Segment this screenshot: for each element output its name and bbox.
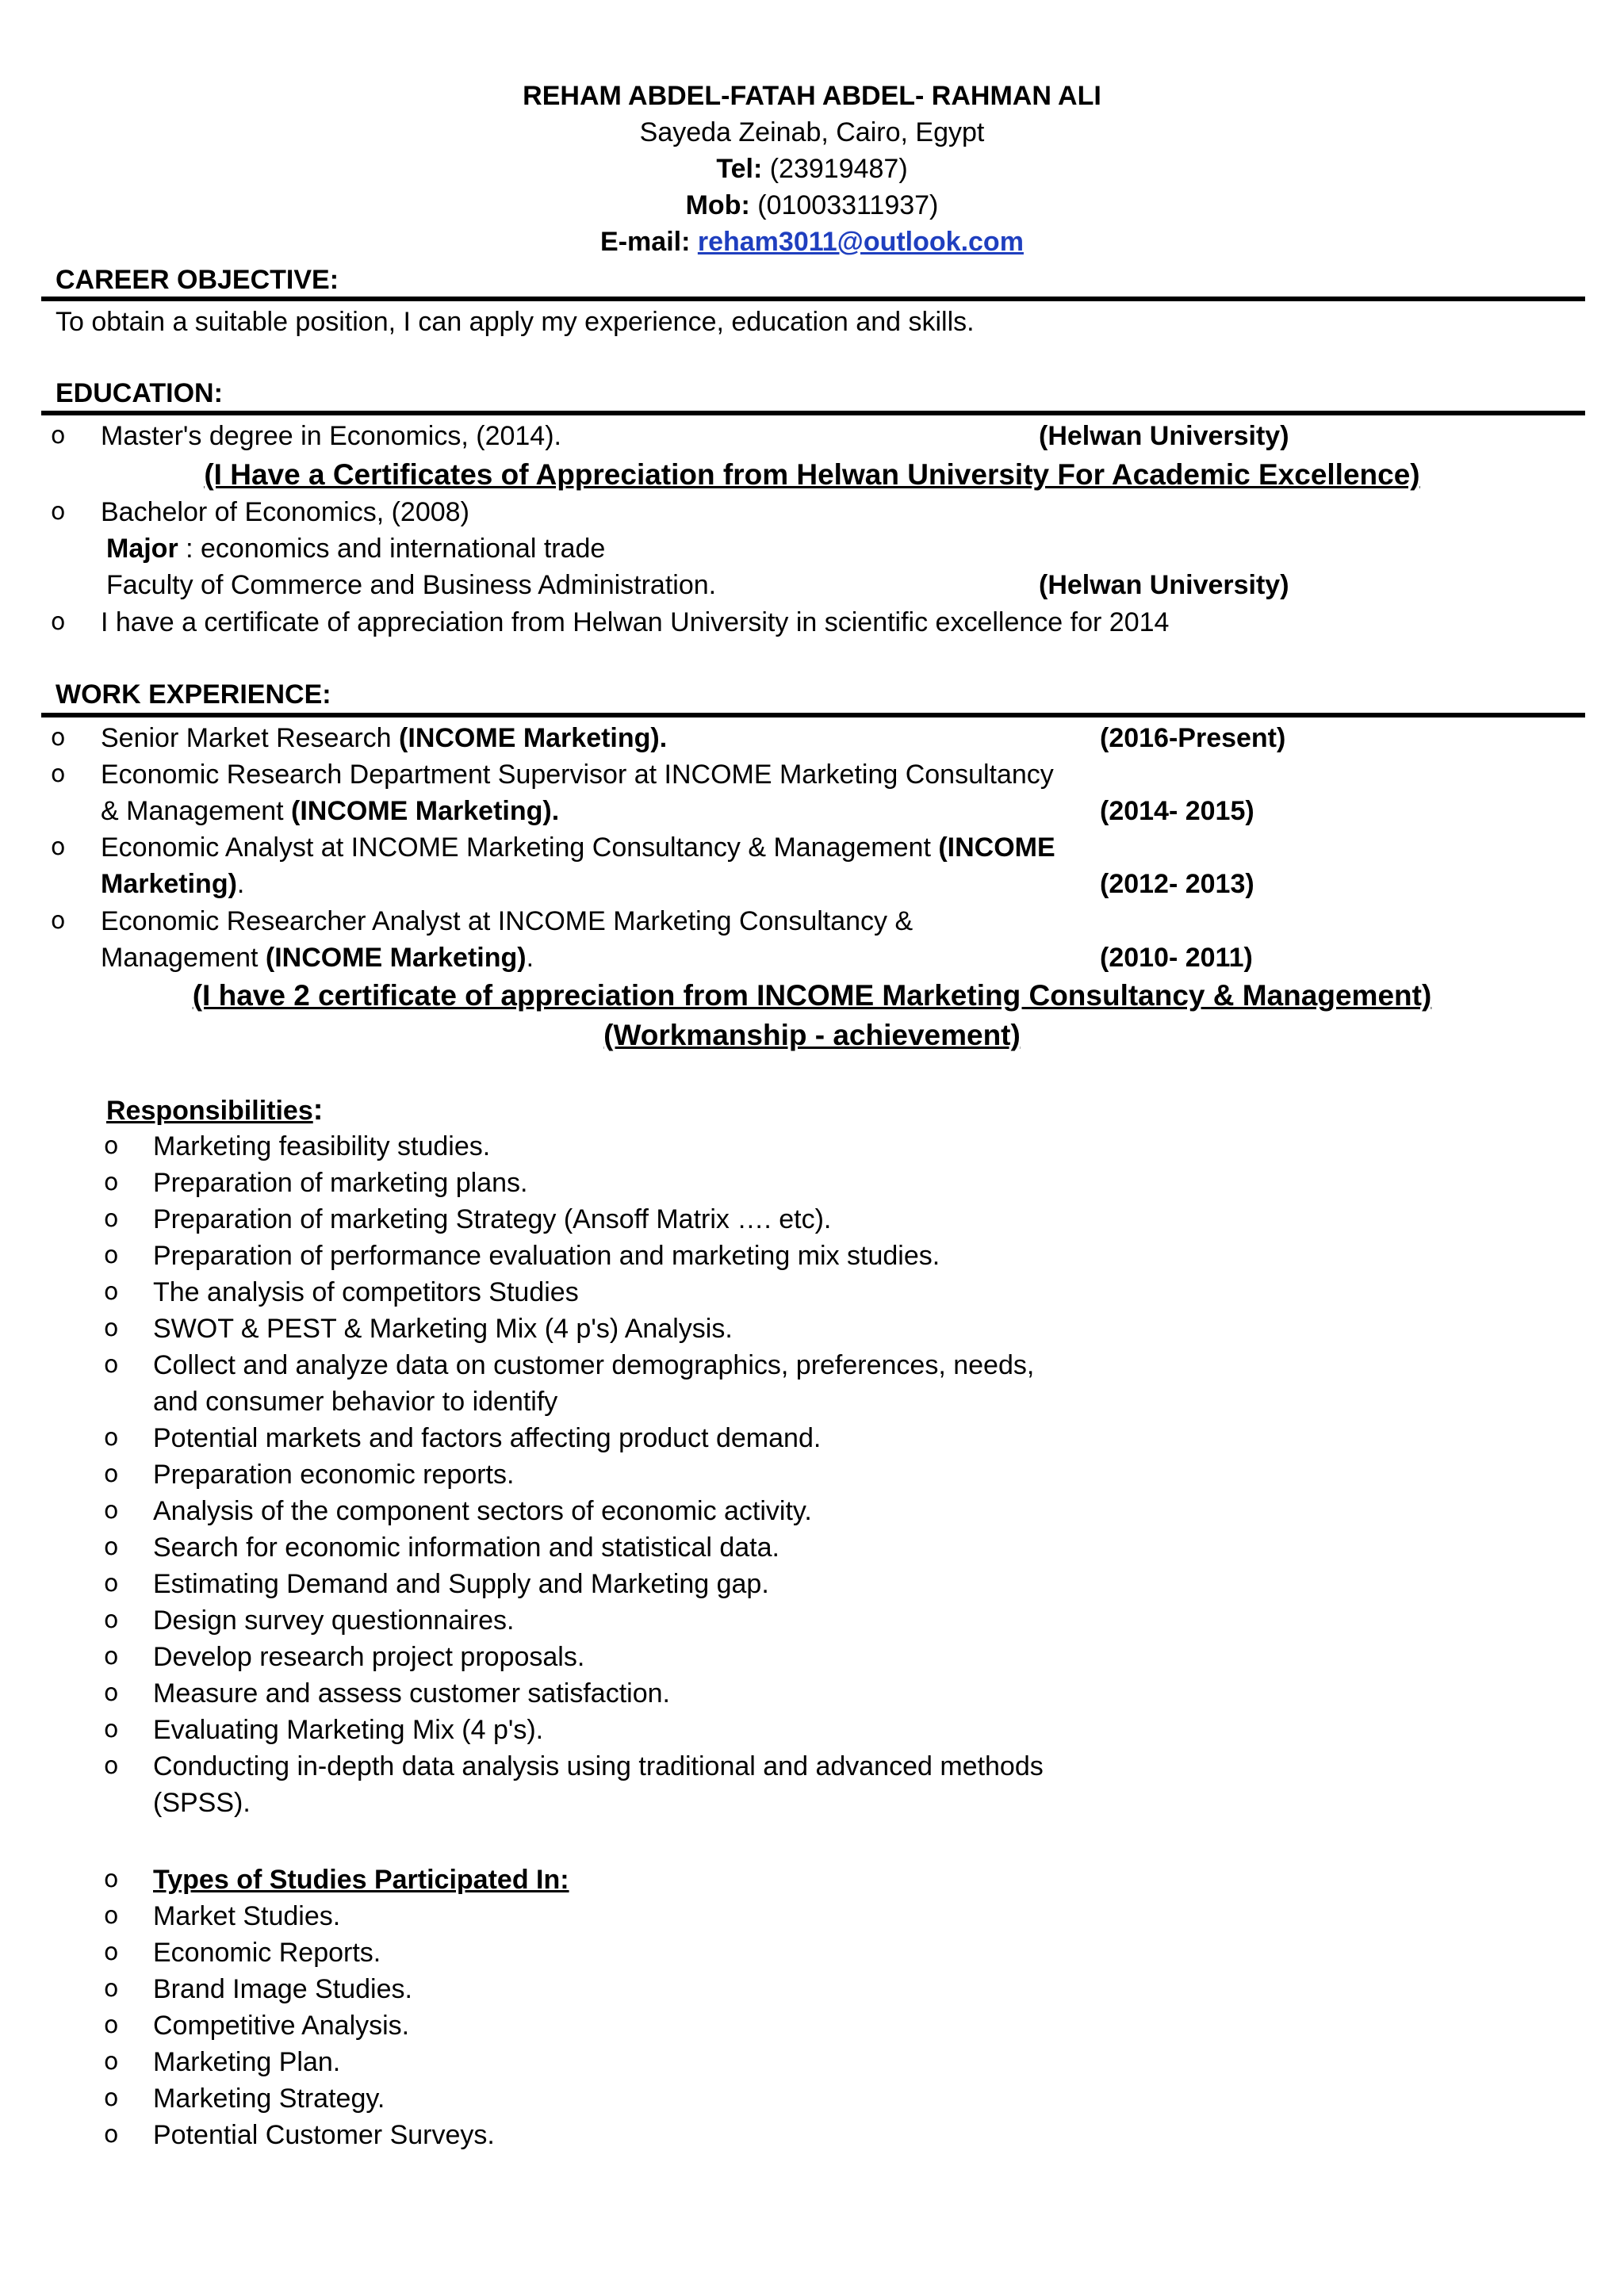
job-researcher-line2: [101, 939, 534, 976]
bullet-icon: o: [104, 1424, 119, 1452]
studies-heading: Types of Studies Participated In:: [153, 1865, 569, 1895]
responsibility-item-continuation: (SPSS).: [153, 1788, 251, 1818]
work-experience-heading: WORK EXPERIENCE:: [56, 679, 331, 710]
bullet-icon: o: [104, 2048, 119, 2076]
bullet-icon: o: [104, 1975, 119, 2003]
education-faculty-university: (Helwan University): [1039, 570, 1289, 600]
mob-label: Mob:: [685, 190, 750, 220]
mob-line: [0, 187, 1624, 224]
bullet-icon: o: [51, 907, 66, 935]
bullet-icon: o: [104, 1242, 119, 1269]
job-supervisor-line1: Economic Research Department Supervisor at INCOME Marketing Consultancy: [101, 760, 1054, 790]
job-company: (INCOME Marketing): [265, 943, 527, 973]
address: Sayeda Zeinab, Cairo, Egypt: [639, 117, 985, 147]
bullet-icon: o: [104, 2084, 119, 2112]
job-senior-market-research: [101, 720, 667, 756]
mob-value: (01003311937): [757, 190, 939, 220]
bullet-icon: o: [104, 1570, 119, 1598]
study-type-item: Marketing Plan.: [153, 2047, 341, 2077]
responsibilities-heading: [106, 1092, 323, 1129]
bullet-icon: o: [51, 498, 66, 526]
bullet-icon: o: [104, 1278, 119, 1306]
responsibility-item: Preparation of performance evaluation and marketing mix studies.: [153, 1241, 940, 1271]
section-divider: [41, 297, 1585, 301]
education-item-bachelor: Bachelor of Economics, (2008): [101, 497, 469, 527]
responsibility-item: Search for economic information and statistical data.: [153, 1533, 779, 1563]
bullet-icon: o: [104, 1533, 119, 1561]
job-text: & Management: [101, 796, 292, 826]
responsibility-item: Conducting in-depth data analysis using traditional and advanced methods: [153, 1751, 1044, 1781]
responsibility-item: Preparation economic reports.: [153, 1460, 515, 1490]
education-heading: EDUCATION:: [56, 378, 223, 408]
bullet-icon: o: [104, 1460, 119, 1488]
bullet-icon: o: [51, 833, 66, 861]
bullet-icon: o: [51, 422, 66, 450]
career-objective-heading: CAREER OBJECTIVE:: [56, 265, 339, 295]
job-text: .: [236, 869, 245, 899]
responsibilities-colon: :: [312, 1093, 324, 1127]
education-item-masters: Master's degree in Economics, (2014).: [101, 421, 561, 451]
bullet-icon: o: [104, 1169, 119, 1196]
job-date: (2016-Present): [1100, 723, 1286, 753]
section-divider: [41, 411, 1585, 415]
study-type-item: Market Studies.: [153, 1901, 341, 1931]
job-researcher-line1: Economic Researcher Analyst at INCOME Marketing Consultancy &: [101, 906, 914, 936]
tel-label: Tel:: [716, 154, 763, 184]
study-type-item: Potential Customer Surveys.: [153, 2120, 495, 2150]
job-analyst-line1: [101, 829, 1055, 866]
job-company: (INCOME Marketing).: [399, 723, 668, 753]
major-label: Major: [106, 534, 178, 564]
bullet-icon: o: [104, 1679, 119, 1707]
email-label: E-mail:: [600, 227, 691, 257]
responsibility-item: Analysis of the component sectors of economic activity.: [153, 1496, 812, 1526]
responsibility-item: Evaluating Marketing Mix (4 p's).: [153, 1715, 544, 1745]
bullet-icon: o: [104, 1716, 119, 1743]
study-type-item: Competitive Analysis.: [153, 2011, 410, 2041]
education-faculty: Faculty of Commerce and Business Administration.: [106, 570, 717, 600]
work-certificate-line1: (I have 2 certificate of appreciation from INCOME Marketing Consultancy & Management): [192, 979, 1432, 1012]
study-type-item: Marketing Strategy.: [153, 2084, 385, 2114]
education-item-certificate: I have a certificate of appreciation from Helwan University in scientific excellence for 2014: [101, 607, 1170, 637]
bullet-icon: o: [104, 1351, 119, 1379]
major-text: : economics and international trade: [178, 534, 606, 564]
education-item-masters-university: (Helwan University): [1039, 421, 1289, 451]
bullet-icon: o: [104, 2011, 119, 2039]
bullet-icon: o: [104, 1866, 119, 1893]
education-appreciation: (I Have a Certificates of Appreciation from Helwan University For Academic Excellence): [204, 458, 1420, 491]
bullet-icon: o: [104, 1938, 119, 1966]
bullet-icon: o: [104, 1132, 119, 1160]
bullet-icon: o: [51, 724, 66, 752]
job-analyst-line2: [101, 866, 244, 902]
work-certificate-line2: (Workmanship - achievement): [603, 1019, 1021, 1051]
responsibility-item: Develop research project proposals.: [153, 1642, 585, 1672]
bullet-icon: o: [104, 2121, 119, 2149]
responsibility-item: Preparation of marketing plans.: [153, 1168, 528, 1198]
job-date: (2010- 2011): [1100, 943, 1253, 973]
job-text: Management: [101, 943, 266, 973]
responsibilities-title: Responsibilities: [106, 1096, 313, 1126]
education-major: [106, 530, 605, 567]
study-type-item: Economic Reports.: [153, 1938, 381, 1968]
job-company: Marketing): [101, 869, 237, 899]
tel-line: [0, 151, 1624, 187]
bullet-icon: o: [104, 1902, 119, 1930]
responsibility-item: Marketing feasibility studies.: [153, 1131, 491, 1161]
candidate-name: REHAM ABDEL-FATAH ABDEL- RAHMAN ALI: [523, 81, 1101, 111]
job-company: (INCOME Marketing).: [291, 796, 560, 826]
career-objective-text: To obtain a suitable position, I can apply my experience, education and skills.: [56, 307, 975, 337]
bullet-icon: o: [51, 760, 66, 788]
responsibility-item: Potential markets and factors affecting product demand.: [153, 1423, 822, 1453]
email-line: [0, 224, 1624, 260]
bullet-icon: o: [104, 1643, 119, 1670]
tel-value: (23919487): [769, 154, 908, 184]
job-date: (2012- 2013): [1100, 869, 1254, 899]
responsibility-item: Preparation of marketing Strategy (Ansoff Matrix …. etc).: [153, 1204, 832, 1234]
responsibility-item: Estimating Demand and Supply and Marketing gap.: [153, 1569, 769, 1599]
responsibility-item: Design survey questionnaires.: [153, 1605, 515, 1636]
bullet-icon: o: [51, 608, 66, 636]
section-divider: [41, 713, 1585, 718]
email-link[interactable]: reham3011@outlook.com: [697, 227, 1024, 257]
responsibility-item: SWOT & PEST & Marketing Mix (4 p's) Analysis.: [153, 1314, 733, 1344]
job-date: (2014- 2015): [1100, 796, 1254, 826]
responsibility-item: Collect and analyze data on customer demographics, preferences, needs,: [153, 1350, 1035, 1380]
bullet-icon: o: [104, 1606, 119, 1634]
bullet-icon: o: [104, 1205, 119, 1233]
job-text: .: [526, 943, 534, 973]
job-supervisor-line2: [101, 793, 559, 829]
responsibility-item: The analysis of competitors Studies: [153, 1277, 579, 1307]
bullet-icon: o: [104, 1497, 119, 1525]
bullet-icon: o: [104, 1314, 119, 1342]
study-type-item: Brand Image Studies.: [153, 1974, 412, 2004]
bullet-icon: o: [104, 1752, 119, 1780]
job-title: Senior Market Research: [101, 723, 400, 753]
responsibility-item-continuation: and consumer behavior to identify: [153, 1387, 558, 1417]
job-company: (INCOME: [938, 832, 1055, 863]
responsibility-item: Measure and assess customer satisfaction.: [153, 1678, 670, 1709]
job-text: Economic Analyst at INCOME Marketing Consultancy & Management: [101, 832, 939, 863]
